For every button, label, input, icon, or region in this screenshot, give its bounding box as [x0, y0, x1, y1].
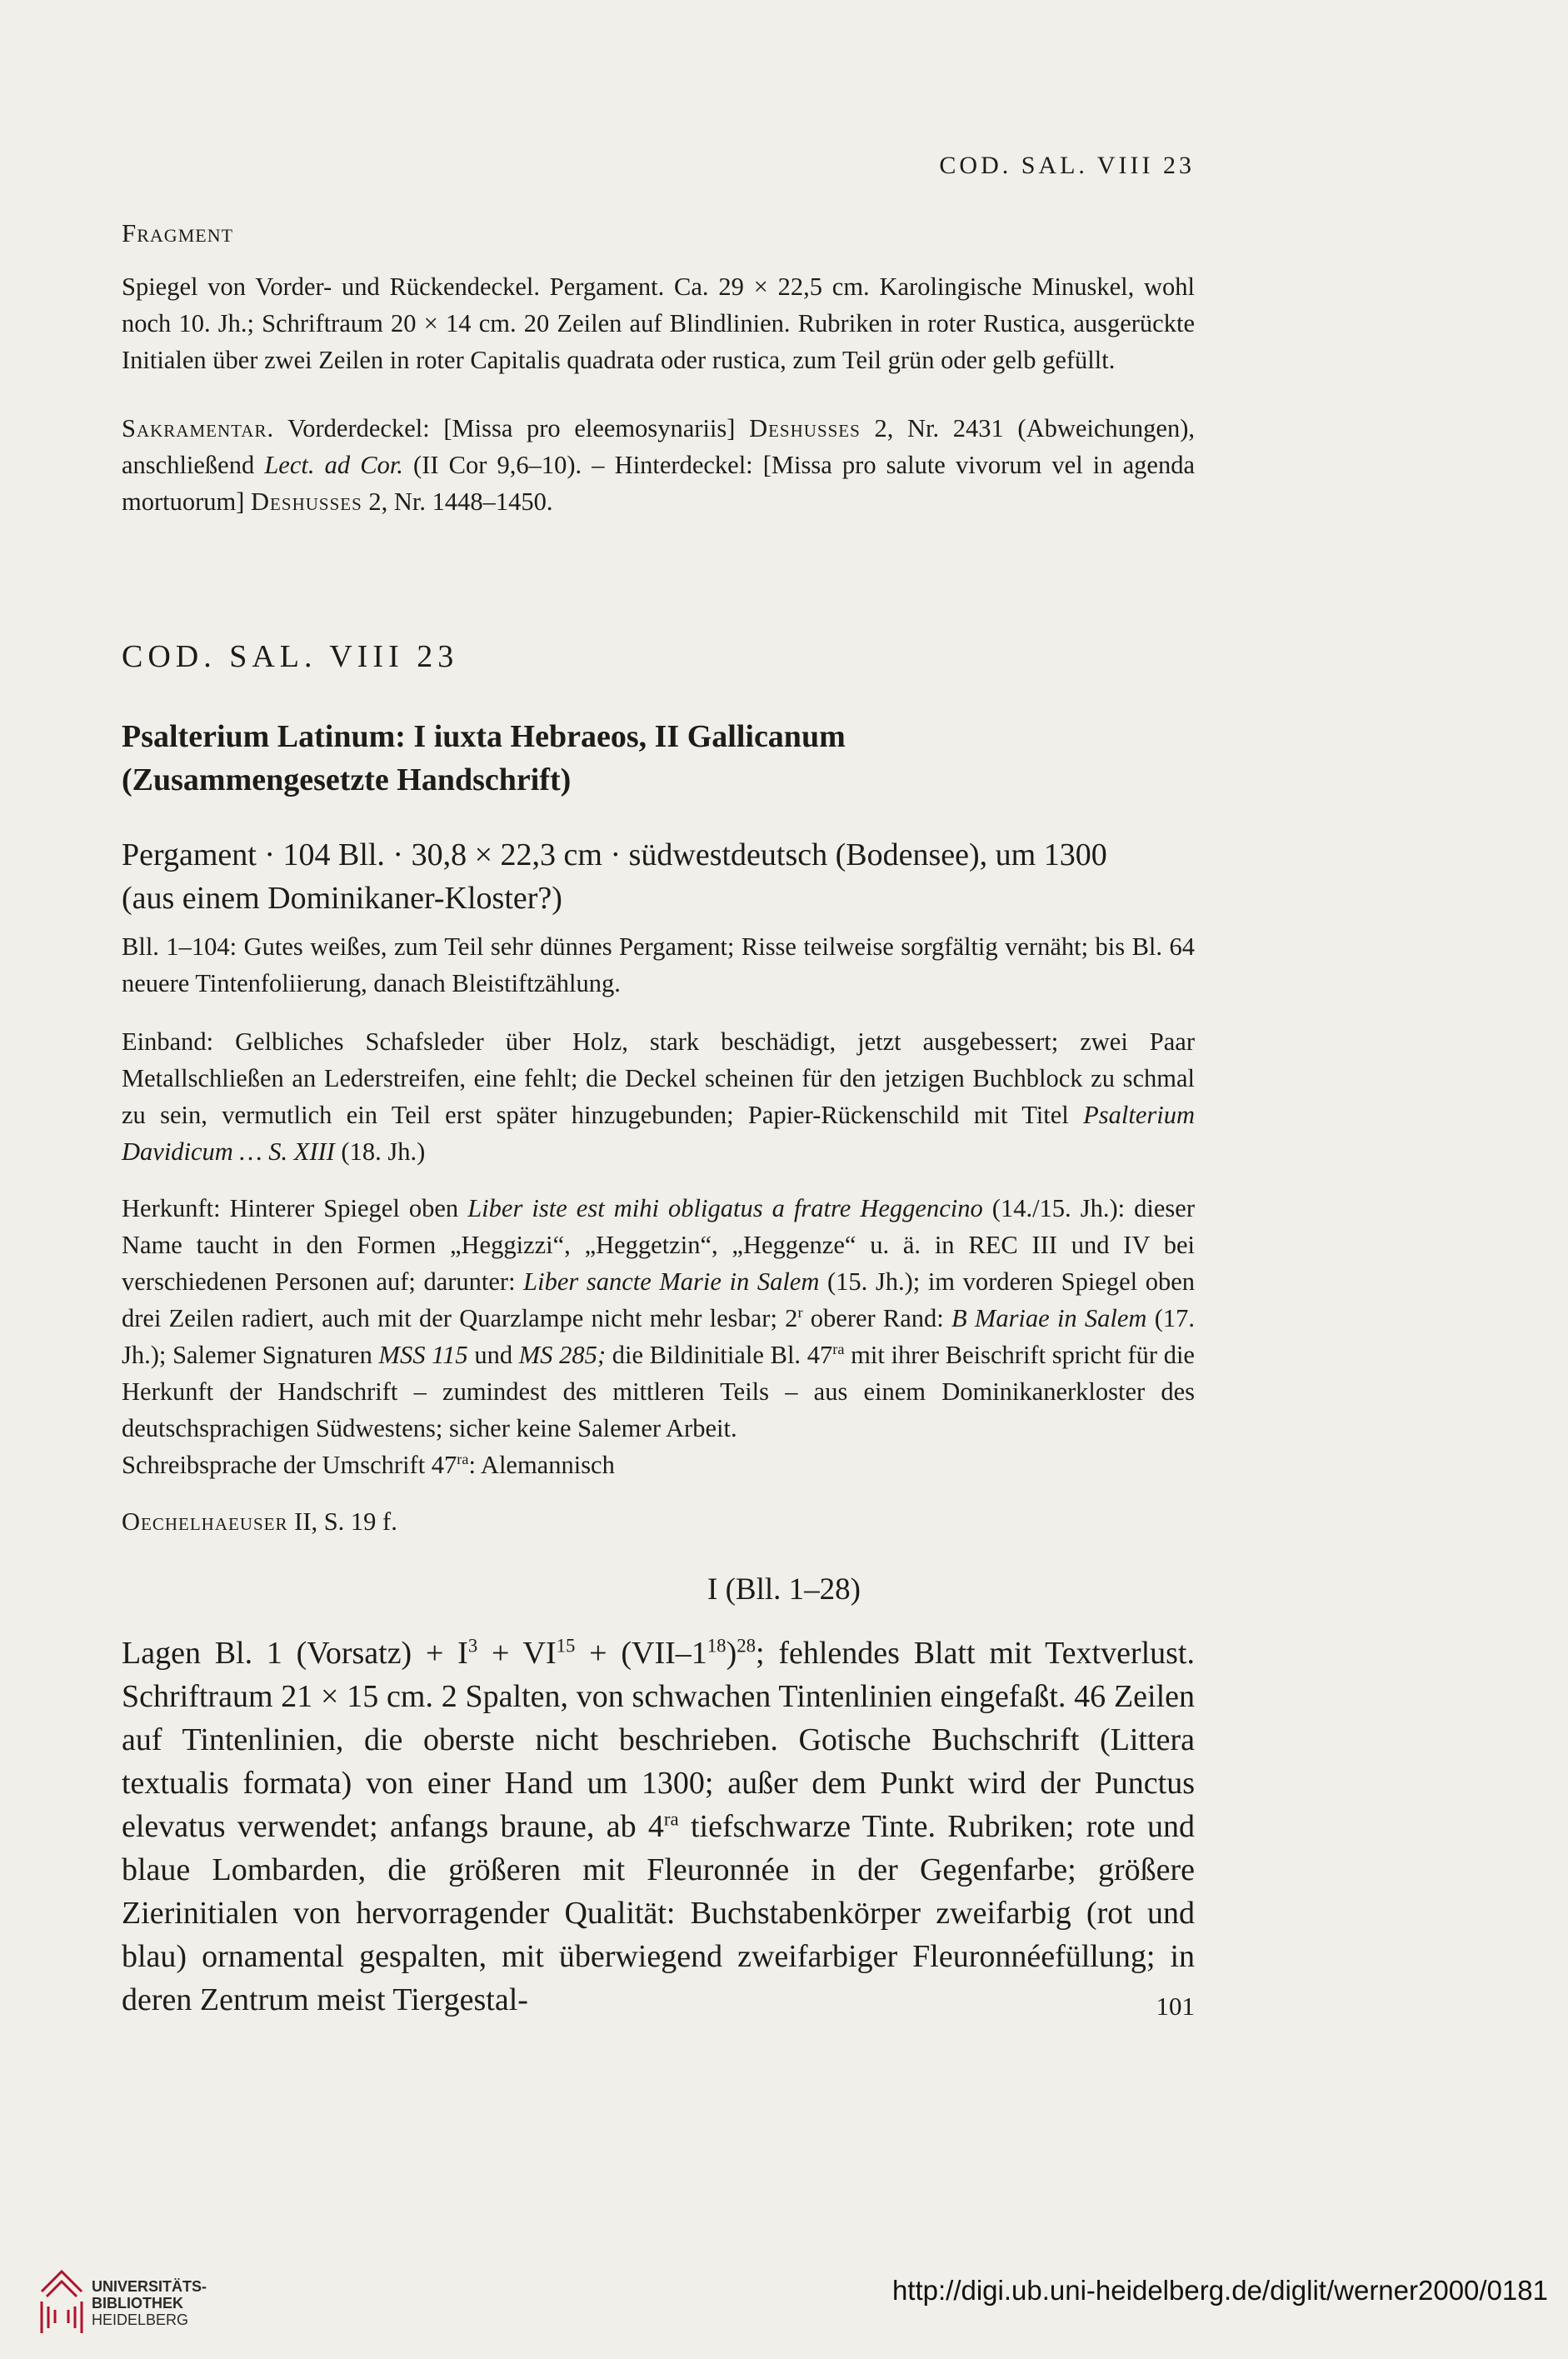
- provenance-text: (15. Jh.); im vorderen Spiegel oben drei Zeilen radiert, auch mit der Quarzlampe nicht mehr lesbar; 2: [122, 1267, 1195, 1332]
- deshusses-ref: Deshusses: [251, 487, 362, 516]
- provenance-text: mit ihrer Beischrift spricht für die Herkunft der Handschrift – zumindest des mittleren Teils – aus einem Dominikanerkloster des deutschsprachigen Südwestens; sicher keine Salemer Arbeit.: [122, 1341, 1195, 1442]
- source-url-link[interactable]: http://digi.ub.uni-heidelberg.de/diglit/werner2000/0181: [891, 2275, 1548, 2306]
- summary-line: (aus einem Dominikaner-Kloster?): [122, 881, 562, 916]
- sakramentar-italic: Lect. ad Cor.: [264, 451, 403, 479]
- superscript: 3: [467, 1635, 478, 1657]
- library-footer: [0, 2242, 1568, 2359]
- fragment-label: Fragment: [122, 218, 234, 247]
- binding-paragraph: [122, 1023, 1195, 1170]
- library-name-line: HEIDELBERG: [92, 2312, 189, 2328]
- sakramentar-paragraph: [122, 410, 1195, 520]
- provenance-italic: Liber sancte Marie in Salem: [523, 1267, 820, 1296]
- provenance-text: Herkunft: Hinterer Spiegel oben: [122, 1194, 468, 1222]
- quires-text: ): [726, 1636, 737, 1671]
- sakramentar-label: Sakramentar.: [122, 414, 275, 442]
- title-line: (Zusammengesetzte Handschrift): [122, 762, 572, 797]
- binding-text: Einband: Gelbliches Schafsleder über Holz, stark beschädigt, jetzt ausgebessert; zwei Paar Metallschließen an Lederstreifen, eine fehlt; die Deckel scheinen für den jetzigen Buchblock zu schmal zu sein, vermutlich ein Teil erst später hinzugebunden; Papier-Rückenschild mit Titel: [122, 1027, 1195, 1129]
- provenance-text: (17. Jh.); Salemer Signaturen: [122, 1304, 1195, 1369]
- quires-paragraph: [122, 1632, 1195, 2022]
- script-language-paragraph: [122, 1447, 1195, 1483]
- library-name-line: BIBLIOTHEK: [92, 2295, 183, 2312]
- provenance-paragraph: [122, 1190, 1195, 1447]
- sakramentar-text: 2, Nr. 1448–1450.: [362, 487, 553, 516]
- page-number: 101: [1156, 1992, 1195, 2021]
- quires-text: + (VII–1: [575, 1636, 707, 1671]
- library-name: [92, 2278, 207, 2328]
- provenance-italic: MS 285;: [518, 1341, 607, 1369]
- provenance-italic: B Mariae in Salem: [951, 1304, 1147, 1332]
- superscript: 28: [737, 1635, 757, 1657]
- manuscript-summary: [122, 833, 1195, 920]
- superscript: ra: [663, 1808, 679, 1830]
- provenance-text: die Bildinitiale Bl. 47: [606, 1341, 833, 1369]
- superscript: 18: [707, 1635, 727, 1657]
- library-name-line: UNIVERSITÄTS-: [92, 2278, 207, 2295]
- deshusses-ref: Deshusses: [749, 414, 861, 442]
- sakramentar-text: (II Cor 9,6–10). – Hinterdeckel: [Missa pro salute vivorum vel in agenda mortuorum]: [122, 451, 1196, 516]
- binding-italic: Psalterium Davidicum … S. XIII: [122, 1101, 1195, 1166]
- provenance-text: und: [467, 1341, 519, 1369]
- provenance-text: oberer Rand:: [802, 1304, 952, 1332]
- summary-line: Pergament · 104 Bll. · 30,8 × 22,3 cm · südwestdeutsch (Bodensee), um 1300: [122, 837, 1107, 872]
- script-language-text: Schreibsprache der Umschrift 47: [122, 1451, 457, 1479]
- superscript: 15: [556, 1635, 576, 1657]
- sakramentar-text: Vorderdeckel: [Missa pro eleemosynariis]: [274, 414, 750, 442]
- literature-ref: II, S. 19 f.: [287, 1507, 397, 1536]
- quires-text: tiefschwarze Tinte. Rubriken; rote und blaue Lombarden, die größeren mit Fleuronnée in der Gegenfarbe; größere Zierinitialen von hervorragender Qualität: Buchstabenkörper zweifarbig (rot und blau) ornamental gespalten, mit überwiegend zweifarbiger Fleuronnéefüllung; in deren Zentrum meist Tiergestal-: [122, 1809, 1195, 2017]
- superscript: ra: [832, 1340, 845, 1357]
- binding-text: (18. Jh.): [334, 1137, 426, 1166]
- quires-text: Lagen Bl. 1 (Vorsatz) + I: [122, 1636, 468, 1671]
- title-line: Psalterium Latinum: I iuxta Hebraeos, II Gallicanum: [122, 719, 846, 754]
- section-heading: I (Bll. 1–28): [707, 1572, 861, 1607]
- shelfmark-heading: COD. SAL. VIII 23: [122, 639, 459, 674]
- quires-text: + VI: [477, 1636, 557, 1671]
- script-language-text: : Alemannisch: [468, 1451, 615, 1479]
- fragment-description: Spiegel von Vorder- und Rückendeckel. Pergament. Ca. 29 × 22,5 cm. Karolingische Minuskel, wohl noch 10. Jh.; Schriftraum 20 × 14 cm. 20 Zeilen auf Blindlinien. Rubriken in roter Rustica, ausgerückte Initialen über zwei Zeilen in roter Capitalis quadrata oder rustica, zum Teil grün oder gelb gefüllt.: [122, 272, 1195, 374]
- superscript: r: [797, 1303, 803, 1321]
- running-head: COD. SAL. VIII 23: [939, 152, 1195, 179]
- quires-text: ; fehlendes Blatt mit Textverlust. Schriftraum 21 × 15 cm. 2 Spalten, von schwachen Tintenlinien eingefaßt. 46 Zeilen auf Tintenlinien, die oberste nicht beschrieben. Gotische Buchschrift (Littera textualis formata) von einer Hand um 1300; außer dem Punkt wird der Punctus elevatus verwendet; anfangs braune, ab 4: [122, 1636, 1195, 1844]
- provenance-text: (14./15. Jh.): dieser Name taucht in den Formen „Heggizzi“, „Heggetzin“, „Heggenze“ u. ä. in REC III und IV bei verschiedenen Personen auf; darunter:: [122, 1194, 1195, 1296]
- manuscript-title: [122, 715, 1195, 802]
- ub-heidelberg-logo-icon: [37, 2258, 87, 2342]
- provenance-italic: Liber iste est mihi obligatus a fratre Heggencino: [467, 1194, 983, 1222]
- superscript: ra: [457, 1450, 469, 1467]
- literature-reference: [122, 1503, 1195, 1540]
- leaves-paragraph: Bll. 1–104: Gutes weißes, zum Teil sehr dünnes Pergament; Risse teilweise sorgfältig vernäht; bis Bl. 64 neuere Tintenfoliierung, danach Bleistiftzählung.: [122, 932, 1195, 997]
- literature-author: Oechelhaeuser: [122, 1507, 288, 1536]
- provenance-italic: MSS 115: [378, 1341, 468, 1369]
- sakramentar-text: 2, Nr. 2431 (Abweichungen), anschließend: [122, 414, 1196, 479]
